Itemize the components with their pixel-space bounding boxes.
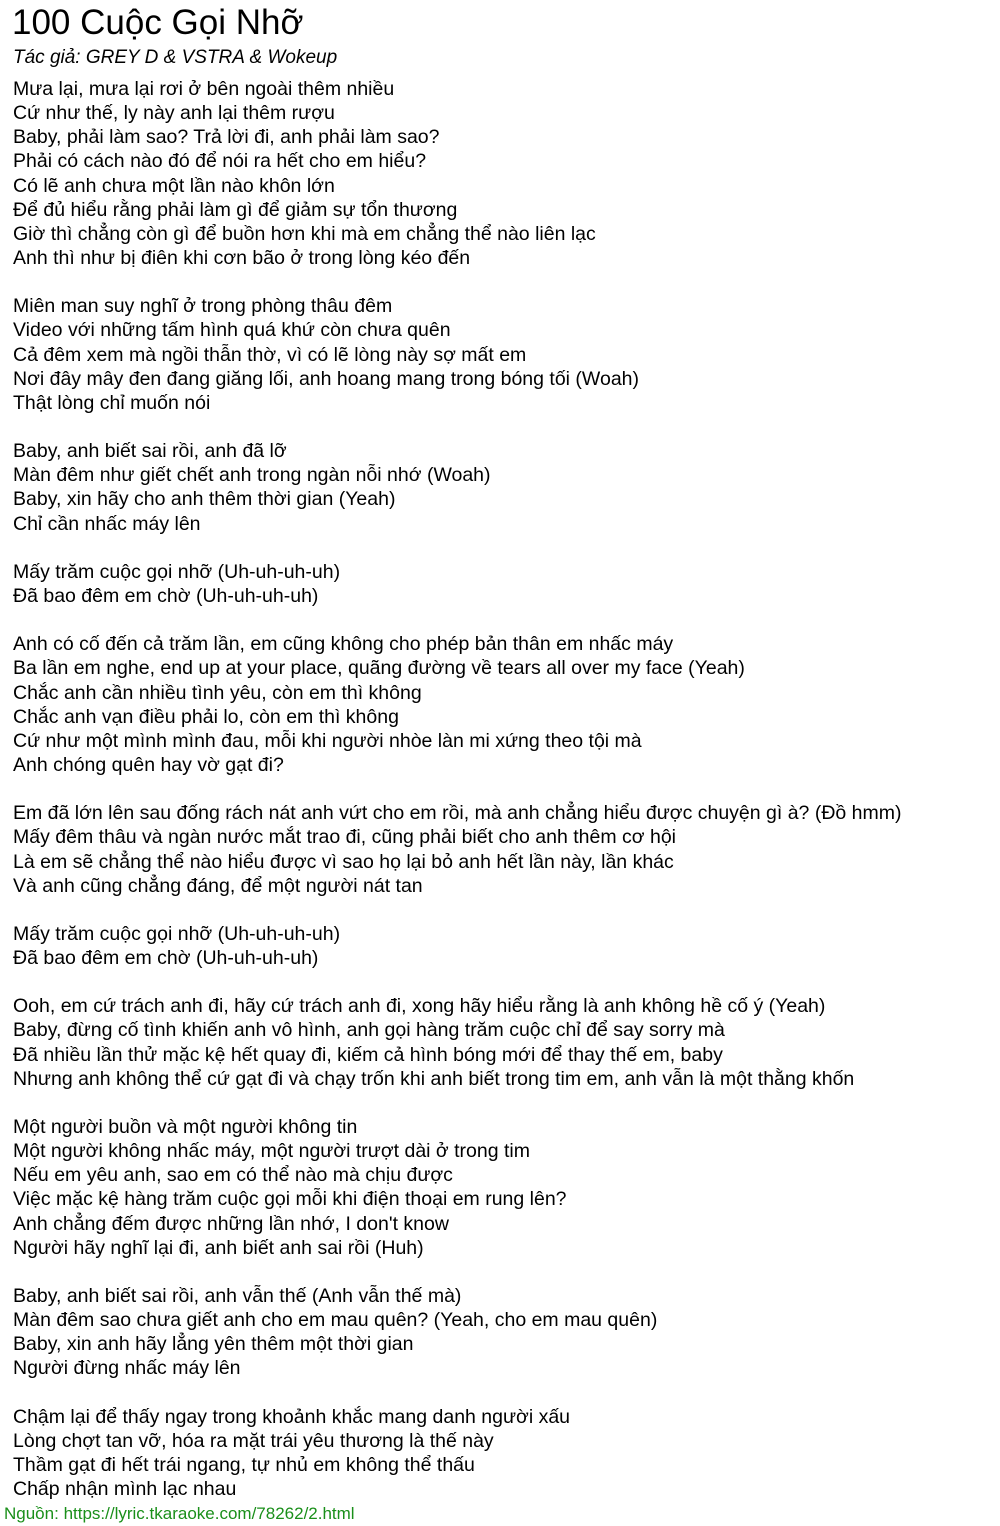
author-names: GREY D & VSTRA & Wokeup <box>85 47 338 68</box>
author-label: Tác giả: <box>13 47 81 68</box>
lyric-line: Đã bao đêm em chờ (Uh-uh-uh-uh) <box>13 947 319 970</box>
stanza-break <box>13 970 998 994</box>
author-line <box>13 46 337 70</box>
lyric-line: Thật lòng chỉ muốn nói <box>13 391 211 414</box>
lyric-line: Đã nhiều lần thử mặc kệ hết quay đi, kiếm cả hình bóng mới để thay thế em, baby <box>13 1043 723 1066</box>
lyric-line: Baby, đừng cố tình khiến anh vô hình, anh gọi hàng trăm cuộc chỉ để say sorry mà <box>13 1019 725 1042</box>
lyric-line: Chấp nhận mình lạc nhau <box>13 1478 237 1501</box>
lyric-line: Mấy trăm cuộc gọi nhỡ (Uh-uh-uh-uh) <box>13 560 341 583</box>
lyric-line: Miên man suy nghĩ ở trong phòng thâu đêm <box>13 295 393 318</box>
lyric-line: Việc mặc kệ hàng trăm cuộc gọi mỗi khi điện thoại em rung lên? <box>13 1188 567 1211</box>
lyric-line: Chắc anh cần nhiều tình yêu, còn em thì không <box>13 681 422 704</box>
lyric-line: Nhưng anh không thể cứ gạt đi và chạy trốn khi anh biết trong tim em, anh vẫn là một thằng khốn <box>13 1067 855 1090</box>
lyric-line: Anh có cố đến cả trăm lần, em cũng không cho phép bản thân em nhấc máy <box>13 633 674 656</box>
lyric-line: Cứ như một mình mình đau, mỗi khi người nhòe làn mi xứng theo tội mà <box>13 729 642 752</box>
stanza-break <box>13 777 998 801</box>
lyric-line: Lòng chợt tan vỡ, hóa ra mặt trái yêu thương là thế này <box>13 1429 494 1452</box>
stanza-break <box>13 1091 998 1115</box>
lyric-line: Một người buồn và một người không tin <box>13 1116 358 1139</box>
lyric-line: Anh chẳng đếm được những lần nhớ, I don't know <box>13 1212 449 1235</box>
lyric-line: Chắc anh vạn điều phải lo, còn em thì không <box>13 705 399 728</box>
stanza-break <box>13 270 998 294</box>
lyric-line: Baby, xin anh hãy lẳng yên thêm một thời gian <box>13 1333 414 1356</box>
lyric-line: Phải có cách nào đó để nói ra hết cho em hiểu? <box>13 150 427 173</box>
lyric-line: Màn đêm như giết chết anh trong ngàn nỗi nhớ (Woah) <box>13 464 491 487</box>
stanza-break <box>13 608 998 632</box>
stanza-break <box>13 415 998 439</box>
lyric-line: Mấy đêm thâu và ngàn nước mắt trao đi, cũng phải biết cho anh thêm cơ hội <box>13 826 676 849</box>
lyric-line: Cả đêm xem mà ngồi thẫn thờ, vì có lẽ lòng này sợ mất em <box>13 343 527 366</box>
stanza-break <box>13 898 998 922</box>
lyric-line: Video với những tấm hình quá khứ còn chưa quên <box>13 319 451 342</box>
lyric-line: Mấy trăm cuộc gọi nhỡ (Uh-uh-uh-uh) <box>13 922 341 945</box>
song-title: 100 Cuộc Gọi Nhỡ <box>12 3 304 42</box>
lyric-line: Mưa lại, mưa lại rơi ở bên ngoài thêm nhiều <box>13 78 395 100</box>
lyric-line: Màn đêm sao chưa giết anh cho em mau quên? (Yeah, cho em mau quên) <box>13 1309 658 1332</box>
lyric-line: Người hãy nghĩ lại đi, anh biết anh sai rồi (Huh) <box>13 1236 424 1259</box>
lyric-line: Nếu em yêu anh, sao em có thể nào mà chịu được <box>13 1164 453 1187</box>
lyric-line: Thầm gạt đi hết trái ngang, tự nhủ em không thể thấu <box>13 1454 475 1477</box>
lyric-line: Và anh cũng chẳng đáng, để một người nát tan <box>13 874 423 897</box>
lyric-line: Nơi đây mây đen đang giăng lối, anh hoang mang trong bóng tối (Woah) <box>13 367 639 390</box>
lyric-line: Một người không nhấc máy, một người trượt dài ở trong tim <box>13 1140 530 1163</box>
source-line <box>4 1503 355 1525</box>
lyric-line: Ooh, em cứ trách anh đi, hãy cứ trách anh đi, xong hãy hiểu rằng là anh không hề cố ý (Yeah) <box>13 995 826 1018</box>
lyric-line: Chậm lại để thấy ngay trong khoảnh khắc mang danh người xấu <box>13 1405 571 1428</box>
lyric-line: Baby, xin hãy cho anh thêm thời gian (Yeah) <box>13 488 396 511</box>
lyric-line: Có lẽ anh chưa một lần nào khôn lớn <box>13 174 335 197</box>
lyric-line: Baby, anh biết sai rồi, anh vẫn thế (Anh vẫn thế mà) <box>13 1285 462 1308</box>
lyric-line: Ba lần em nghe, end up at your place, quãng đường về tears all over my face (Yeah) <box>13 657 745 680</box>
lyric-line: Chỉ cần nhấc máy lên <box>13 512 201 535</box>
lyric-line: Cứ như thế, ly này anh lại thêm rượu <box>13 102 335 125</box>
source-label: Nguồn: <box>4 1504 59 1523</box>
lyric-line: Để đủ hiểu rằng phải làm gì để giảm sự tổn thương <box>13 198 458 221</box>
stanza-break <box>13 1260 998 1284</box>
stanza-break <box>13 536 998 560</box>
lyric-line: Baby, anh biết sai rồi, anh đã lỡ <box>13 440 287 463</box>
source-link[interactable]: https://lyric.tkaraoke.com/78262/2.html <box>63 1504 355 1523</box>
lyrics-body <box>13 77 998 1501</box>
lyric-line: Người đừng nhấc máy lên <box>13 1357 241 1380</box>
lyric-line: Anh chóng quên hay vờ gạt đi? <box>13 753 284 776</box>
lyric-line: Là em sẽ chẳng thể nào hiểu được vì sao họ lại bỏ anh hết lần này, lần khác <box>13 850 674 873</box>
lyric-line: Anh thì như bị điên khi cơn bão ở trong lòng kéo đến <box>13 246 471 269</box>
lyric-line: Giờ thì chẳng còn gì để buồn hơn khi mà em chẳng thể nào liên lạc <box>13 222 596 245</box>
lyric-line: Em đã lớn lên sau đống rách nát anh vứt cho em rồi, mà anh chẳng hiểu được chuyện gì à? (Đồ hmm) <box>13 802 902 825</box>
lyric-line: Đã bao đêm em chờ (Uh-uh-uh-uh) <box>13 584 319 607</box>
stanza-break <box>13 1381 998 1405</box>
lyric-line: Baby, phải làm sao? Trả lời đi, anh phải làm sao? <box>13 126 440 149</box>
